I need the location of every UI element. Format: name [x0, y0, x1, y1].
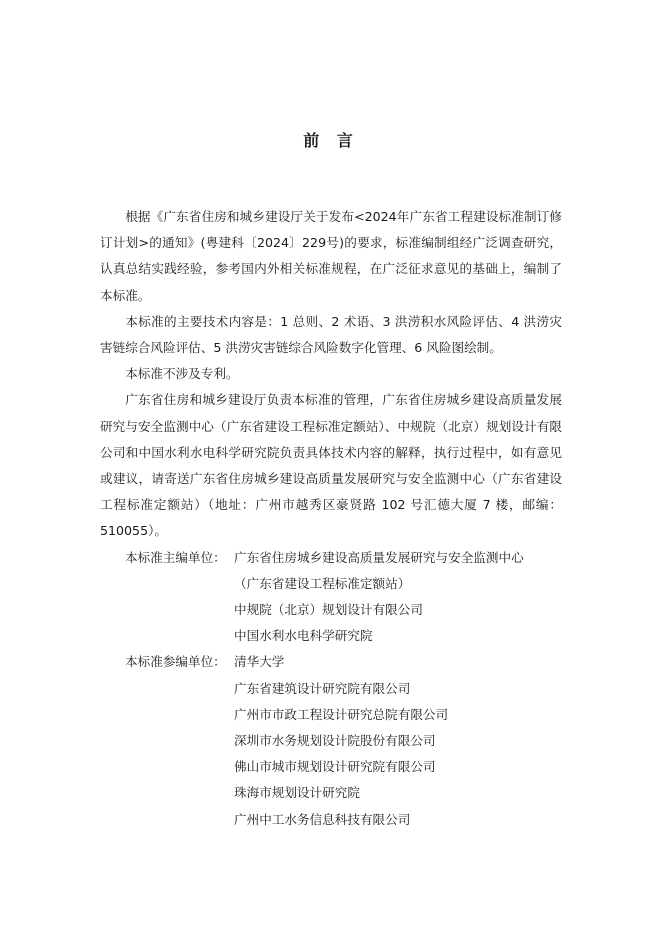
participating-unit-item: 广州市市政工程设计研究总院有限公司 — [234, 706, 449, 722]
chief-units-list — [234, 545, 562, 650]
chief-unit-item: 中规院（北京）规划设计有限公司 — [234, 602, 423, 618]
participating-unit-item: 清华大学 — [234, 654, 285, 670]
participating-unit-item: 广州中工水务信息科技有限公司 — [234, 811, 411, 827]
chief-unit-item: （广东省建设工程标准定额站） — [234, 575, 411, 591]
participating-unit-item: 佛山市城市规划设计研究院有限公司 — [234, 759, 436, 775]
chief-units-label: 本标准主编单位： — [125, 549, 226, 565]
participating-unit-item: 广东省建筑设计研究院有限公司 — [234, 680, 411, 696]
participating-units-block — [100, 649, 562, 832]
chief-unit-item: 中国水利水电科学研究院 — [234, 628, 373, 644]
page-title: 前 言 — [303, 131, 359, 150]
paragraph-main-content: 本标准的主要技术内容是：1 总则、2 术语、3 洪涝积水风险评估、4 洪涝灾害链综合风险评估、5 洪涝灾害链综合风险数字化管理、6 风险图绘制。 — [100, 313, 562, 356]
participating-unit-item: 珠海市规划设计研究院 — [234, 785, 360, 801]
paragraph-patent: 本标准不涉及专利。 — [125, 366, 239, 382]
paragraph-management: 广东省住房和城乡建设厅负责本标准的管理，广东省住房城乡建设高质量发展研究与安全监测中心（广东省建设工程标准定额站）、中规院（北京）规划设计有限公司和中国水利水电科学研究院负责具体技术内容的解释，执行过程中，如有意见或建议，请寄送广东省住房城乡建设高质量发展研究与安全监测中心（广东省建设工程标准定额站）（地址：广州市越秀区豪贤路 102 号汇德大厦 7 楼，邮编：510055）。 — [100, 392, 562, 539]
participating-units-list — [234, 649, 562, 832]
participating-units-label: 本标准参编单位： — [125, 654, 226, 670]
preface-body — [100, 204, 562, 833]
participating-unit-item: 深圳市水务规划设计院股份有限公司 — [234, 733, 436, 749]
chief-unit-item: 广东省住房城乡建设高质量发展研究与安全监测中心 — [234, 549, 524, 565]
paragraph-basis: 根据《广东省住房和城乡建设厅关于发布<2024年广东省工程建设标准制订修订计划>的通知》(粤建科〔2024〕229号)的要求，标准编制组经广泛调查研究，认真总结实践经验，参考国内外相关标准规程，在广泛征求意见的基础上，编制了本标准。 — [100, 209, 562, 303]
chief-units-block — [100, 545, 562, 650]
